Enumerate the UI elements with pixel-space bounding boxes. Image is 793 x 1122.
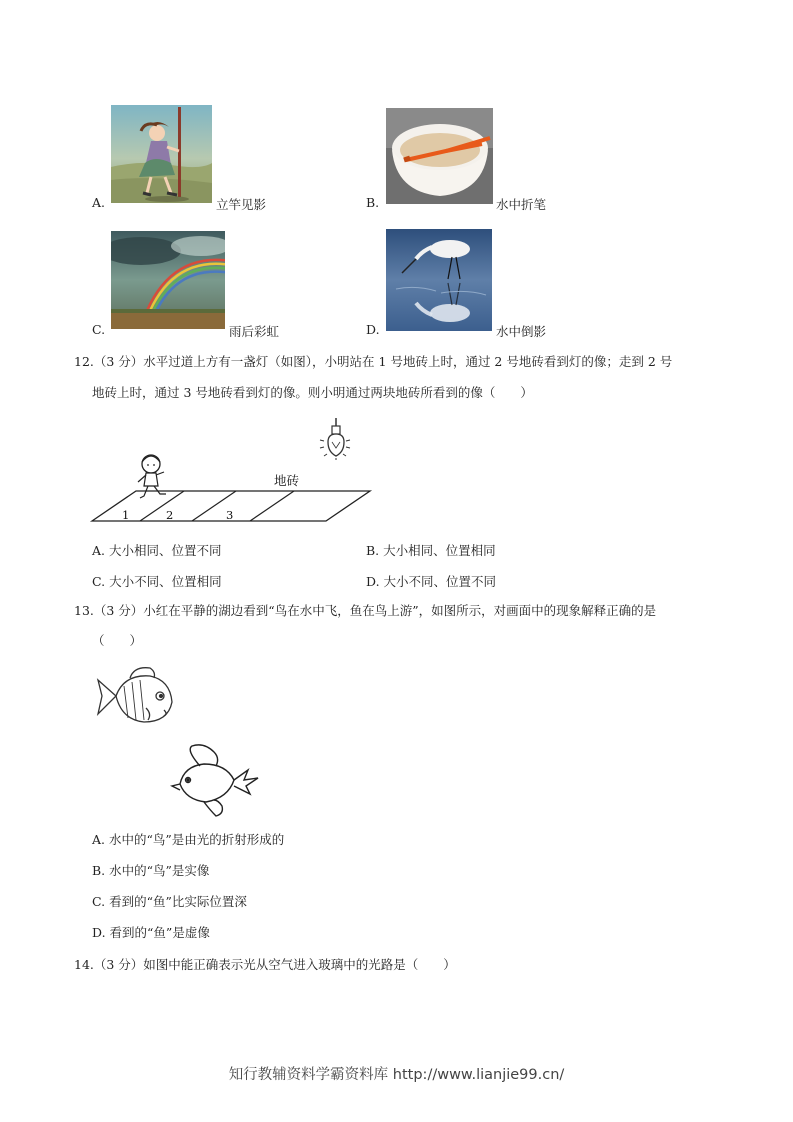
q11-option-d-caption: 水中倒影 bbox=[496, 324, 547, 339]
q13-option-c-text: 看到的“鱼”比实际位置深 bbox=[109, 894, 247, 909]
q12-option-b-letter: B. bbox=[366, 543, 380, 558]
q11-option-b-caption: 水中折笔 bbox=[496, 197, 547, 212]
page-footer: 知行教辅资料学霸资料库 http://www.lianjie99.cn/ bbox=[228, 1067, 565, 1083]
photo-rainbow bbox=[111, 231, 225, 329]
photo-girl-pole-svg bbox=[111, 105, 212, 203]
q13-option-a-letter: A. bbox=[92, 832, 106, 847]
q12-option-a-letter: A. bbox=[92, 543, 106, 558]
q13-option-d-letter: D. bbox=[92, 925, 106, 940]
photo-heron-reflection bbox=[386, 229, 492, 331]
q12-option-b bbox=[366, 541, 496, 559]
q13-option-a bbox=[92, 825, 284, 855]
photo-rainbow-svg bbox=[111, 231, 225, 329]
q12-option-a bbox=[92, 541, 222, 559]
q11-option-a-caption: 立竿见影 bbox=[216, 197, 267, 212]
q12-option-d bbox=[366, 572, 496, 590]
photo-girl-pole bbox=[111, 105, 212, 203]
q13-figure-bird bbox=[170, 740, 262, 820]
q13-figure-fish bbox=[94, 664, 178, 726]
bird-icon bbox=[172, 745, 258, 816]
fish-icon bbox=[98, 668, 172, 722]
q13-stem-line2: （ ） bbox=[92, 633, 143, 648]
q13-option-a-text: 水中的“鸟”是由光的折射形成的 bbox=[109, 832, 285, 847]
q13-option-c-letter: C. bbox=[92, 894, 106, 909]
q11-option-d-letter: D. bbox=[366, 322, 380, 337]
q12-option-c-text: 大小不同、位置相同 bbox=[109, 574, 222, 589]
q12-option-c bbox=[92, 572, 222, 590]
tile-number-3: 3 bbox=[226, 508, 234, 522]
q14-stem-line1: 14.（3 分）如图中能正确表示光从空气进入玻璃中的光路是（ ） bbox=[74, 957, 456, 972]
q11-option-a-letter: A. bbox=[92, 195, 106, 210]
tile-number-2: 2 bbox=[166, 508, 174, 522]
q13-option-d bbox=[92, 918, 210, 948]
q13-option-c bbox=[92, 887, 247, 917]
photo-bowl-chopstick bbox=[386, 108, 493, 204]
q13-option-b bbox=[92, 856, 209, 886]
q11-option-b-letter: B. bbox=[366, 195, 380, 210]
q12-option-d-text: 大小不同、位置不同 bbox=[383, 574, 497, 589]
q13-option-b-letter: B. bbox=[92, 863, 106, 878]
q13-stem-line1: 13.（3 分）小红在平静的湖边看到“鸟在水中飞，鱼在鸟上游”，如图所示，对画面中的现象解释正确的是 bbox=[74, 603, 657, 618]
photo-heron-reflection-svg bbox=[386, 229, 492, 331]
floor-label: 地砖 bbox=[274, 473, 300, 488]
q12-figure bbox=[88, 412, 378, 524]
q13-option-d-text: 看到的“鱼”是虚像 bbox=[109, 925, 210, 940]
lamp-icon bbox=[320, 418, 350, 460]
photo-bowl-chopstick-svg bbox=[386, 108, 493, 204]
q12-option-c-letter: C. bbox=[92, 574, 106, 589]
q12-stem-line1: 12.（3 分）水平过道上方有一盏灯（如图），小明站在 1 号地砖上时，通过 2 号地砖看到灯的像；走到 2 号 bbox=[74, 354, 673, 369]
q12-option-d-letter: D. bbox=[366, 574, 380, 589]
q12-stem-line2: 地砖上时，通过 3 号地砖看到灯的像。则小明通过两块地砖所看到的像（ ） bbox=[92, 385, 533, 400]
q12-option-a-text: 大小相同、位置不同 bbox=[109, 543, 222, 558]
tile-number-1: 1 bbox=[122, 508, 130, 522]
q13-option-b-text: 水中的“鸟”是实像 bbox=[109, 863, 210, 878]
q11-option-c-letter: C. bbox=[92, 322, 106, 337]
q11-option-c-caption: 雨后彩虹 bbox=[229, 324, 280, 339]
q12-option-b-text: 大小相同、位置相同 bbox=[383, 543, 496, 558]
